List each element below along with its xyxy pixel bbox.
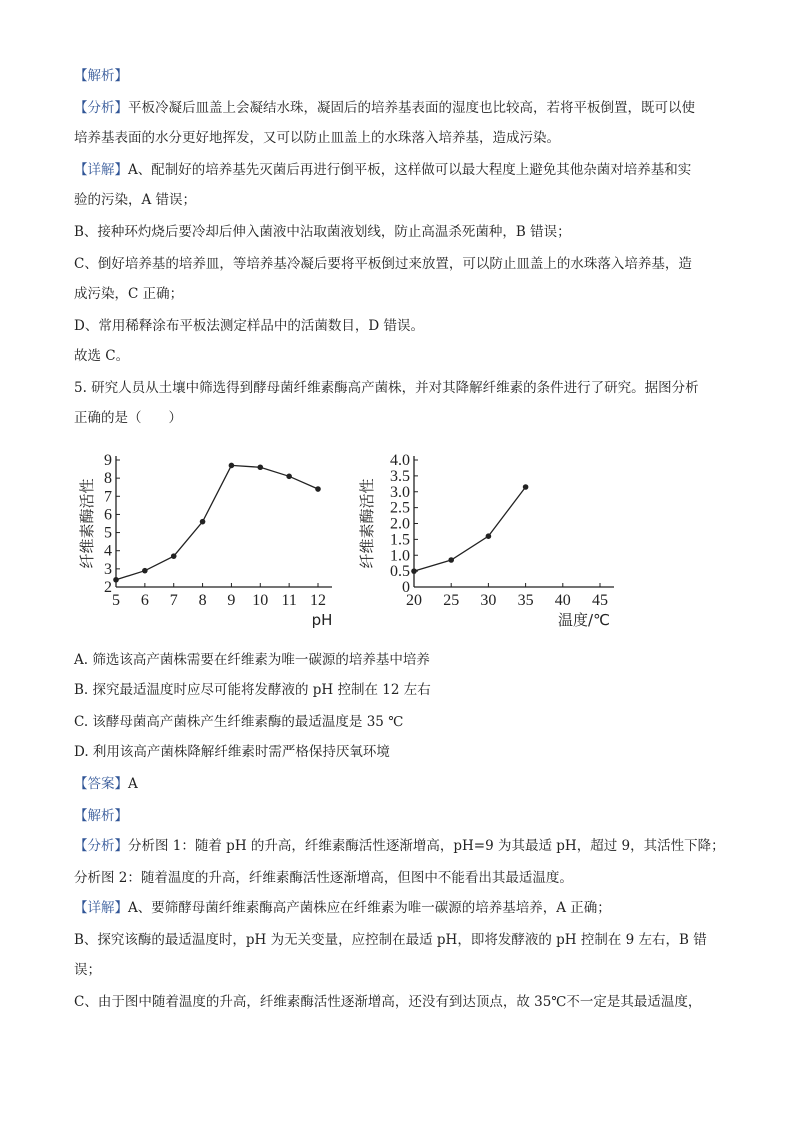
data-point <box>315 486 321 492</box>
option-d: D. 利用该高产菌株降解纤维素时需严格保持厌氧环境 <box>74 744 390 760</box>
y-tick-label: 7 <box>104 488 112 506</box>
x-tick-label: 10 <box>252 592 269 609</box>
y-tick-label: 4 <box>104 542 112 560</box>
text-line: 【详解】A、要筛酵母菌纤维素酶高产菌株应在纤维素为唯一碳源的培养基培养，A 正确； <box>74 900 611 916</box>
option-c: C. 该酵母菌高产菌株产生纤维素酶的最适温度是 35 ℃ <box>74 714 404 730</box>
text-line: 【详解】A、配制好的培养基先灭菌后再进行倒平板，这样做可以最大程度上避免其他杂菌对培养基和实 <box>74 162 692 178</box>
data-point <box>229 463 235 469</box>
data-point <box>257 464 263 470</box>
y-tick-label: 0 <box>402 579 410 596</box>
x-axis-label: pH <box>311 611 333 629</box>
text-line: 【解析】 <box>74 808 128 824</box>
y-tick-label: 3.5 <box>390 467 410 485</box>
y-tick-label: 2 <box>104 579 112 596</box>
text-line: 培养基表面的水分更好地挥发，又可以防止皿盖上的水珠落入培养基，造成污染。 <box>74 130 560 146</box>
x-tick-label: 12 <box>310 592 326 609</box>
chart-temperature <box>352 440 632 640</box>
data-point <box>142 568 148 574</box>
y-tick-label: 4.0 <box>390 452 410 469</box>
x-tick-label: 5 <box>112 592 120 609</box>
x-tick-label: 25 <box>443 592 460 609</box>
y-axis-label: 纤维素酶活性 <box>358 478 376 569</box>
answer-line: 【答案】A <box>74 776 138 792</box>
x-tick-label: 35 <box>517 592 534 609</box>
text-line: B、探究该酶的最适温度时，pH 为无关变量，应控制在最适 pH，即将发酵液的 pH 控制在 9 左右，B 错 <box>74 932 707 948</box>
text-line: 【解析】 <box>74 68 128 84</box>
y-tick-label: 8 <box>104 470 112 488</box>
data-point <box>286 474 292 480</box>
text-line: 故选 C。 <box>74 348 130 364</box>
text-line: C、倒好培养基的培养皿，等培养基冷凝后要将平板倒过来放置，可以防止皿盖上的水珠落入培养基，造 <box>74 256 692 272</box>
text-line: 验的污染，A 错误； <box>74 192 197 208</box>
y-tick-label: 1.5 <box>390 531 410 549</box>
x-tick-label: 7 <box>169 592 178 609</box>
y-tick-label: 1.0 <box>390 547 410 565</box>
x-tick-label: 6 <box>140 592 149 609</box>
data-point <box>448 557 454 563</box>
text-line: 成污染，C 正确； <box>74 286 184 302</box>
y-axis-label: 纤维素酶活性 <box>78 478 96 569</box>
x-tick-label: 20 <box>406 592 422 609</box>
y-tick-label: 3.0 <box>390 483 410 501</box>
x-axis-label: 温度/℃ <box>558 611 610 629</box>
data-point <box>113 577 119 583</box>
text-line: C、由于图中随着温度的升高，纤维素酶活性逐渐增高，还没有到达顶点，故 35℃不一定是其最适温度， <box>74 994 702 1010</box>
data-point <box>486 533 492 539</box>
chart-ph <box>70 440 350 640</box>
x-tick-label: 30 <box>480 592 497 609</box>
option-a: A. 筛选该高产菌株需要在纤维素为唯一碳源的培养基中培养 <box>74 652 430 668</box>
question-line: 正确的是（ ） <box>74 410 182 426</box>
x-tick-label: 40 <box>554 592 571 609</box>
x-tick-label: 11 <box>281 592 297 609</box>
text-line: 分析图 2：随着温度的升高，纤维素酶活性逐渐增高，但图中不能看出其最适温度。 <box>74 870 573 886</box>
option-b: B. 探究最适温度时应尽可能将发酵液的 pH 控制在 12 左右 <box>74 682 431 698</box>
text-line: 【分析】分析图 1：随着 pH 的升高，纤维素酶活性逐渐增高，pH=9 为其最适 pH，超过 9，其活性下降； <box>74 838 725 854</box>
series-line <box>414 487 526 571</box>
y-tick-label: 0.5 <box>390 563 410 581</box>
data-point <box>200 519 206 525</box>
question-line: 5. 研究人员从土壤中筛选得到酵母菌纤维素酶高产菌株，并对其降解纤维素的条件进行了研究。据图分析 <box>74 380 699 396</box>
x-tick-label: 9 <box>227 592 236 609</box>
charts-area <box>70 440 650 640</box>
y-tick-label: 5 <box>104 524 112 542</box>
series-line <box>116 465 318 579</box>
x-tick-label: 8 <box>198 592 207 609</box>
text-line: 【分析】平板冷凝后皿盖上会凝结水珠，凝固后的培养基表面的湿度也比较高，若将平板倒置，既可以使 <box>74 100 695 116</box>
data-point <box>411 568 417 574</box>
y-tick-label: 2.0 <box>390 515 410 533</box>
text-line: D、常用稀释涂布平板法测定样品中的活菌数目，D 错误。 <box>74 318 424 334</box>
data-point <box>171 553 177 559</box>
text-line: 误； <box>74 962 101 978</box>
y-tick-label: 2.5 <box>390 499 410 517</box>
x-tick-label: 45 <box>592 592 608 609</box>
y-tick-label: 9 <box>104 452 112 469</box>
y-tick-label: 3 <box>104 560 112 578</box>
data-point <box>523 484 529 490</box>
text-line: B、接种环灼烧后要冷却后伸入菌液中沾取菌液划线，防止高温杀死菌种，B 错误； <box>74 224 571 240</box>
y-tick-label: 6 <box>104 506 112 524</box>
